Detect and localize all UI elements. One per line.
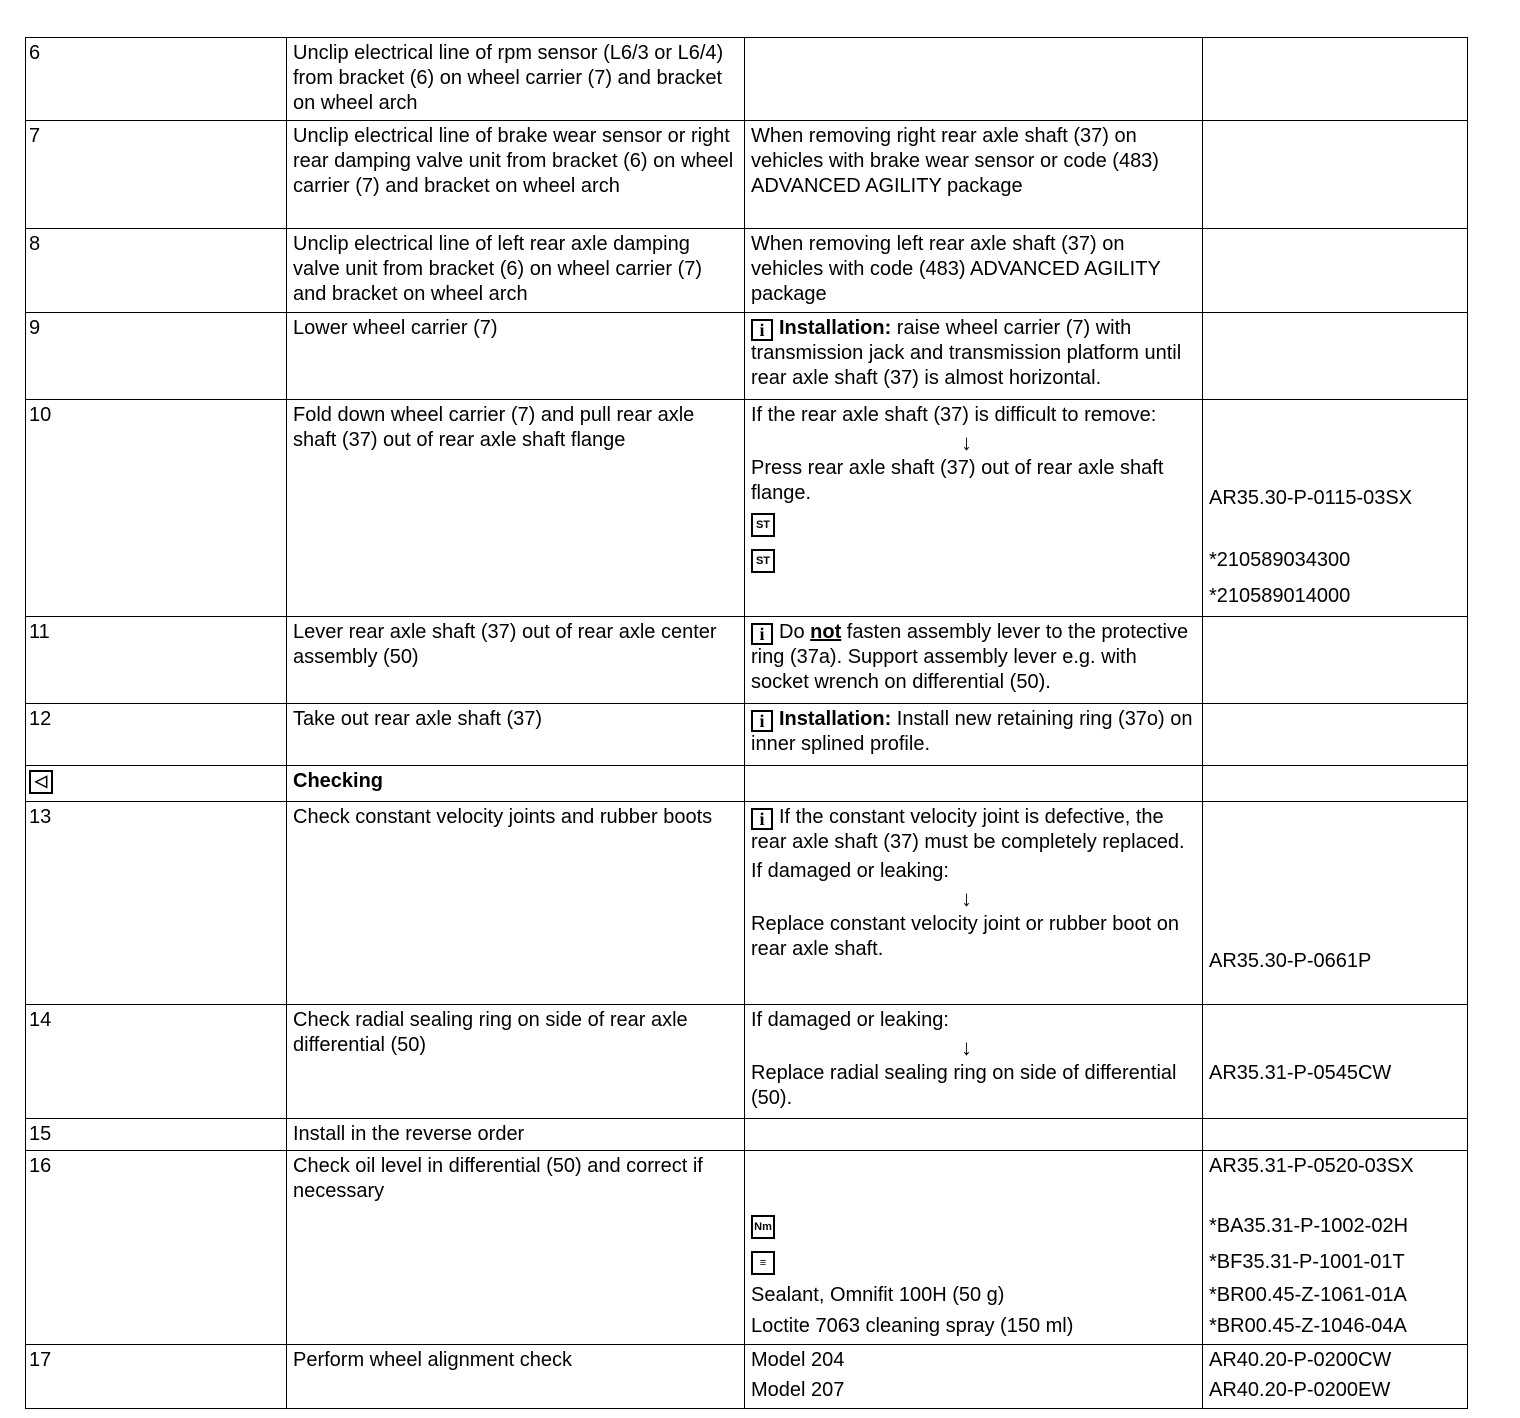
- step-note: [745, 766, 1203, 802]
- step-ref: [1203, 766, 1468, 802]
- step-ref: [1203, 121, 1468, 229]
- note-text: raise wheel carrier (7) with transmission jack and transmission platform until rear axle shaft (37) is almost horizontal.: [751, 317, 1182, 389]
- note-condition: If damaged or leaking:: [751, 1009, 949, 1031]
- arrow-down-icon: ↓: [961, 1035, 972, 1060]
- step-ref: [1203, 1005, 1468, 1119]
- step-ref: [1203, 617, 1468, 704]
- note-text: Install new retaining ring (37o) on inner splined profile.: [751, 708, 1193, 755]
- table-row: [26, 400, 1468, 617]
- step-ref: [1203, 1151, 1468, 1345]
- step-note: [745, 704, 1203, 766]
- table-row: [26, 1119, 1468, 1151]
- material-item: Loctite 7063 cleaning spray (150 ml): [751, 1315, 1074, 1337]
- step-ref: [1203, 400, 1468, 617]
- tool-ref[interactable]: *210589014000: [1209, 585, 1351, 607]
- arrow-down-icon: ↓: [961, 430, 972, 455]
- note-text: If the constant velocity joint is defective, the rear axle shaft (37) must be completely replaced.: [751, 806, 1185, 853]
- step-note: [745, 400, 1203, 617]
- step-action: Take out rear axle shaft (37): [287, 704, 745, 766]
- checking-icon: ◁: [29, 770, 53, 794]
- step-note: When removing left rear axle shaft (37) on vehicles with code (483) ADVANCED AGILITY package: [745, 229, 1203, 313]
- step-action: Install in the reverse order: [287, 1119, 745, 1151]
- procedure-table: [25, 37, 1468, 1409]
- step-number: 6: [26, 38, 287, 121]
- table-row: [26, 38, 1468, 121]
- note-result: Press rear axle shaft (37) out of rear axle shaft flange.: [751, 457, 1164, 504]
- step-number: 17: [26, 1345, 287, 1409]
- ref-link[interactable]: AR35.31-P-0545CW: [1209, 1062, 1392, 1084]
- step-number: 12: [26, 704, 287, 766]
- step-number: 9: [26, 313, 287, 400]
- step-action: Check constant velocity joints and rubber boots: [287, 802, 745, 1005]
- step-note: [745, 617, 1203, 704]
- step-action: Fold down wheel carrier (7) and pull rear axle shaft (37) out of rear axle shaft flange: [287, 400, 745, 617]
- arrow-down-icon: ↓: [961, 886, 972, 911]
- table-row: [26, 1005, 1468, 1119]
- ref-link[interactable]: AR35.30-P-0661P: [1209, 950, 1372, 972]
- ref-link[interactable]: *BR00.45-Z-1046-04A: [1209, 1315, 1407, 1337]
- step-ref: [1203, 229, 1468, 313]
- note-result: Replace constant velocity joint or rubber boot on rear axle shaft.: [751, 913, 1180, 960]
- material-item: Sealant, Omnifit 100H (50 g): [751, 1284, 1005, 1306]
- ref-link[interactable]: AR40.20-P-0200EW: [1209, 1379, 1391, 1401]
- step-ref: [1203, 1119, 1468, 1151]
- step-ref: [1203, 313, 1468, 400]
- info-icon: i: [751, 319, 773, 341]
- table-row: [26, 617, 1468, 704]
- step-action: Unclip electrical line of brake wear sensor or right rear damping valve unit from bracket (6) on wheel carrier (7) and bracket on wheel arch: [287, 121, 745, 229]
- step-number: 7: [26, 121, 287, 229]
- table-row: [26, 704, 1468, 766]
- installation-label: Installation:: [779, 317, 892, 339]
- step-note: [745, 38, 1203, 121]
- note-condition: If the rear axle shaft (37) is difficult to remove:: [751, 404, 1157, 426]
- step-number: 10: [26, 400, 287, 617]
- step-action: Unclip electrical line of left rear axle damping valve unit from bracket (6) on wheel carrier (7) and bracket on wheel arch: [287, 229, 745, 313]
- step-action: Lever rear axle shaft (37) out of rear axle center assembly (50): [287, 617, 745, 704]
- table-row: [26, 121, 1468, 229]
- step-action: Unclip electrical line of rpm sensor (L6/3 or L6/4) from bracket (6) on wheel carrier (7) and bracket on wheel arch: [287, 38, 745, 121]
- info-icon: i: [751, 808, 773, 830]
- note-text: fasten assembly lever to the protective ring (37a). Support assembly lever e.g. with socket wrench on differential (50).: [751, 621, 1189, 693]
- step-note: [745, 1119, 1203, 1151]
- table-row: [26, 313, 1468, 400]
- ref-link[interactable]: AR35.30-P-0115-03SX: [1209, 487, 1413, 509]
- step-number: 13: [26, 802, 287, 1005]
- torque-icon: Nm: [751, 1215, 775, 1239]
- table-row: [26, 1151, 1468, 1345]
- special-tool-icon: ST: [751, 513, 775, 537]
- section-row: [26, 766, 1468, 802]
- ref-link[interactable]: *BF35.31-P-1001-01T: [1209, 1251, 1405, 1273]
- note-pre: Do: [779, 621, 805, 643]
- step-number: 8: [26, 229, 287, 313]
- step-number: 16: [26, 1151, 287, 1345]
- step-ref: [1203, 1345, 1468, 1409]
- table-row: [26, 229, 1468, 313]
- special-tool-icon: ST: [751, 549, 775, 573]
- table-row: [26, 802, 1468, 1005]
- model-label: Model 204: [751, 1349, 845, 1371]
- ref-link[interactable]: *BA35.31-P-1002-02H: [1209, 1215, 1409, 1237]
- note-emphasis: not: [810, 621, 842, 643]
- ref-link[interactable]: AR35.31-P-0520-03SX: [1209, 1155, 1414, 1177]
- step-action: Check radial sealing ring on side of rear axle differential (50): [287, 1005, 745, 1119]
- step-note: When removing right rear axle shaft (37) on vehicles with brake wear sensor or code (483) ADVANCED AGILITY package: [745, 121, 1203, 229]
- section-icon-cell: [26, 766, 287, 802]
- tool-ref[interactable]: *210589034300: [1209, 549, 1351, 571]
- note-condition: If damaged or leaking:: [751, 860, 949, 882]
- step-note: [745, 802, 1203, 1005]
- note-result: Replace radial sealing ring on side of differential (50).: [751, 1062, 1177, 1109]
- ref-link[interactable]: AR40.20-P-0200CW: [1209, 1349, 1392, 1371]
- model-label: Model 207: [751, 1379, 845, 1401]
- step-action: Check oil level in differential (50) and correct if necessary: [287, 1151, 745, 1345]
- fill-capacity-icon: ≡: [751, 1251, 775, 1275]
- section-title: Checking: [287, 766, 745, 802]
- info-icon: i: [751, 623, 773, 645]
- step-note: [745, 1151, 1203, 1345]
- step-note: [745, 313, 1203, 400]
- step-ref: [1203, 704, 1468, 766]
- step-note: [745, 1345, 1203, 1409]
- step-action: Lower wheel carrier (7): [287, 313, 745, 400]
- info-icon: i: [751, 710, 773, 732]
- step-action: Perform wheel alignment check: [287, 1345, 745, 1409]
- step-number: 14: [26, 1005, 287, 1119]
- step-note: [745, 1005, 1203, 1119]
- step-ref: [1203, 802, 1468, 1005]
- ref-link[interactable]: *BR00.45-Z-1061-01A: [1209, 1284, 1407, 1306]
- step-number: 15: [26, 1119, 287, 1151]
- step-ref: [1203, 38, 1468, 121]
- installation-label: Installation:: [779, 708, 892, 730]
- table-row: [26, 1345, 1468, 1409]
- step-number: 11: [26, 617, 287, 704]
